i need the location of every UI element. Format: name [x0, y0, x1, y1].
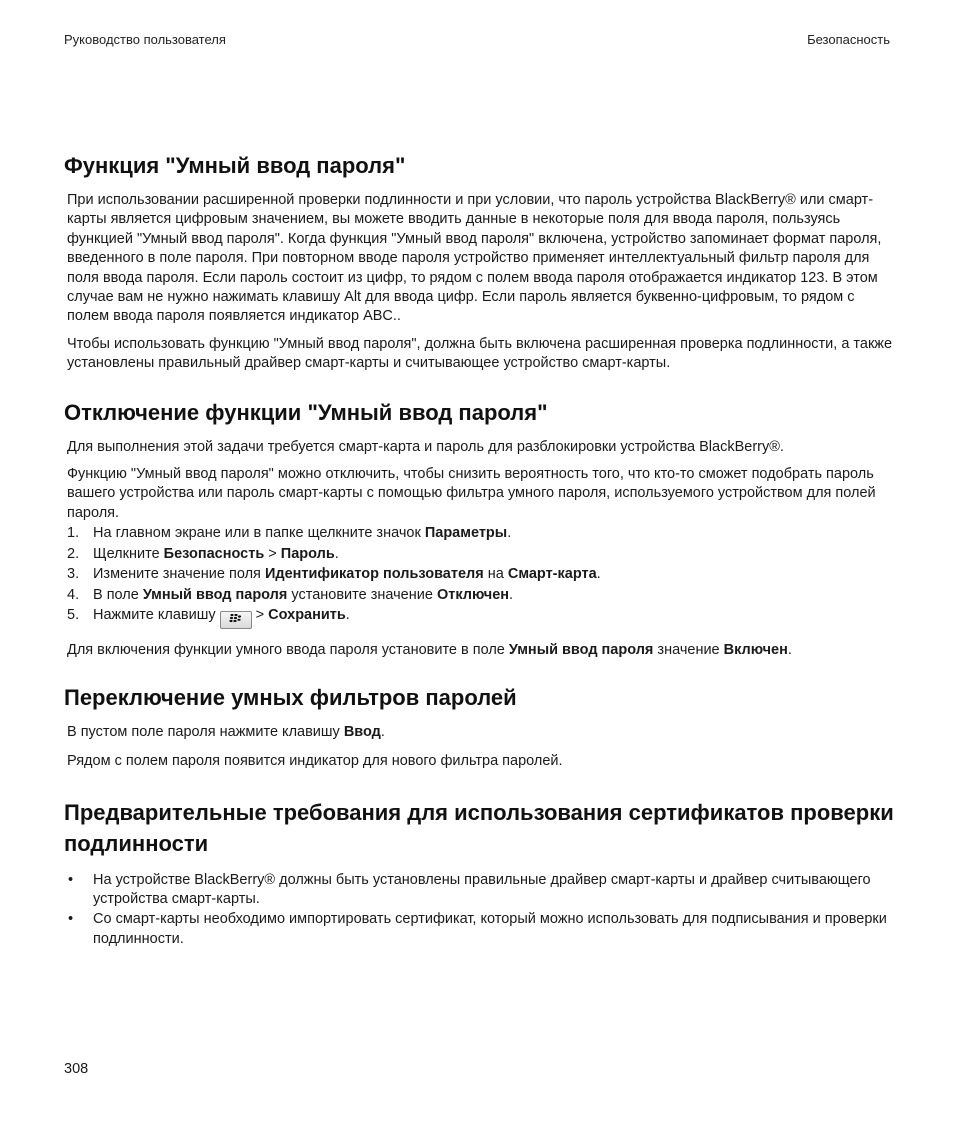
- section-heading: Предварительные требования для использования сертификатов проверки подлинности: [64, 799, 894, 856]
- step-number: 3.: [67, 566, 80, 583]
- bullet: •: [68, 871, 74, 888]
- step-item: 2. Щелкните Безопасность > Пароль.: [67, 544, 894, 565]
- ui-term: Включен: [723, 642, 788, 659]
- ui-term: Отключен: [436, 586, 510, 603]
- section-heading: Переключение умных фильтров паролей: [64, 684, 517, 710]
- list-item: • На устройстве BlackBerry® должны быть установлены правильные драйвер смарт-карты и драйвер считывающего устройства смарт-карты.: [68, 871, 871, 907]
- section-switch-password-filters: [64, 682, 894, 772]
- section-certificate-prerequisites: [64, 797, 894, 950]
- paragraph: Для включения функции умного ввода пароля установите в поле Умный ввод пароля значение Включен.: [67, 642, 792, 659]
- prerequisite-paragraph: Для выполнения этой задачи требуется смарт-карта и пароль для разблокировки устройства BlackBerry®.: [67, 438, 784, 455]
- list-item: • Со смарт-карты необходимо импортировать сертификат, который можно использовать для подписывания и проверки подлинности.: [68, 911, 887, 947]
- ui-term: Идентификатор пользователя: [264, 566, 484, 583]
- blackberry-menu-key-icon: [220, 611, 252, 629]
- page-number: 308: [64, 1061, 89, 1077]
- step-item: 1. На главном экране или в папке щелкните значок Параметры.: [67, 523, 894, 544]
- ui-term: Умный ввод пароля: [508, 642, 654, 659]
- ui-term: Пароль: [280, 545, 335, 562]
- bullet: •: [68, 911, 74, 928]
- step-item: 5. Нажмите клавишу > Сохранить.: [67, 605, 894, 629]
- ui-term: Ввод: [343, 723, 381, 740]
- ui-term: Параметры: [424, 525, 508, 542]
- step-number: 4.: [67, 586, 80, 603]
- ui-term: Умный ввод пароля: [142, 586, 288, 603]
- paragraph: Функцию "Умный ввод пароля" можно отключить, чтобы снизить вероятность того, что кто-то сможет подобрать пароль вашего устройства или пароль смарт-карты с помощью фильтра умного пароля, используемого устройством для полей пароля.: [67, 466, 876, 521]
- paragraph: В пустом поле пароля нажмите клавишу Ввод.: [67, 723, 385, 740]
- step-number: 2.: [67, 545, 80, 562]
- section-heading: Отключение функции "Умный ввод пароля": [64, 399, 548, 425]
- steps-list: [67, 523, 894, 629]
- ui-term: Безопасность: [163, 545, 265, 562]
- section-disable-smart-password: [64, 397, 894, 661]
- paragraph: При использовании расширенной проверки подлинности и при условии, что пароль устройства BlackBerry® или смарт-карты является цифровым значением, вы можете вводить данные в некоторые поля для ввода пароля, пользуясь функцией "Умный ввод пароля". Когда функция "Умный ввод пароля" включена, устройство запоминает формат пароля, введенного в поле пароля. При повторном вводе пароля устройство применяет интеллектуальный фильтр пароля для поля ввода пароля. Если пароль состоит из цифр, то рядом с полем ввода пароля отображается индикатор 123. В этом случае вам не нужно нажимать клавишу Alt для ввода цифр. Если пароль является буквенно-цифровым, то рядом с полем ввода пароля появляется индикатор ABC..: [67, 192, 882, 325]
- step-item: 3. Измените значение поля Идентификатор пользователя на Смарт-карта.: [67, 564, 894, 585]
- section-heading: Функция "Умный ввод пароля": [64, 153, 406, 178]
- paragraph: Рядом с полем пароля появится индикатор для нового фильтра паролей.: [67, 753, 563, 770]
- running-header-right: Безопасность: [807, 32, 890, 47]
- ui-term: Смарт-карта: [507, 566, 597, 583]
- ui-term: Сохранить: [268, 607, 346, 624]
- paragraph: Чтобы использовать функцию "Умный ввод пароля", должна быть включена расширенная проверка подлинности, а также установлены правильный драйвер смарт-карты и считывающее устройство смарт-карты.: [67, 335, 893, 372]
- page-content: [64, 150, 894, 950]
- section-smart-password-entry: [64, 150, 894, 374]
- step-item: 4. В поле Умный ввод пароля установите значение Отключен.: [67, 585, 894, 606]
- running-header-left: Руководство пользователя: [64, 32, 226, 47]
- step-number: 1.: [67, 525, 80, 542]
- bullet-list: [67, 871, 894, 950]
- step-number: 5.: [67, 607, 80, 624]
